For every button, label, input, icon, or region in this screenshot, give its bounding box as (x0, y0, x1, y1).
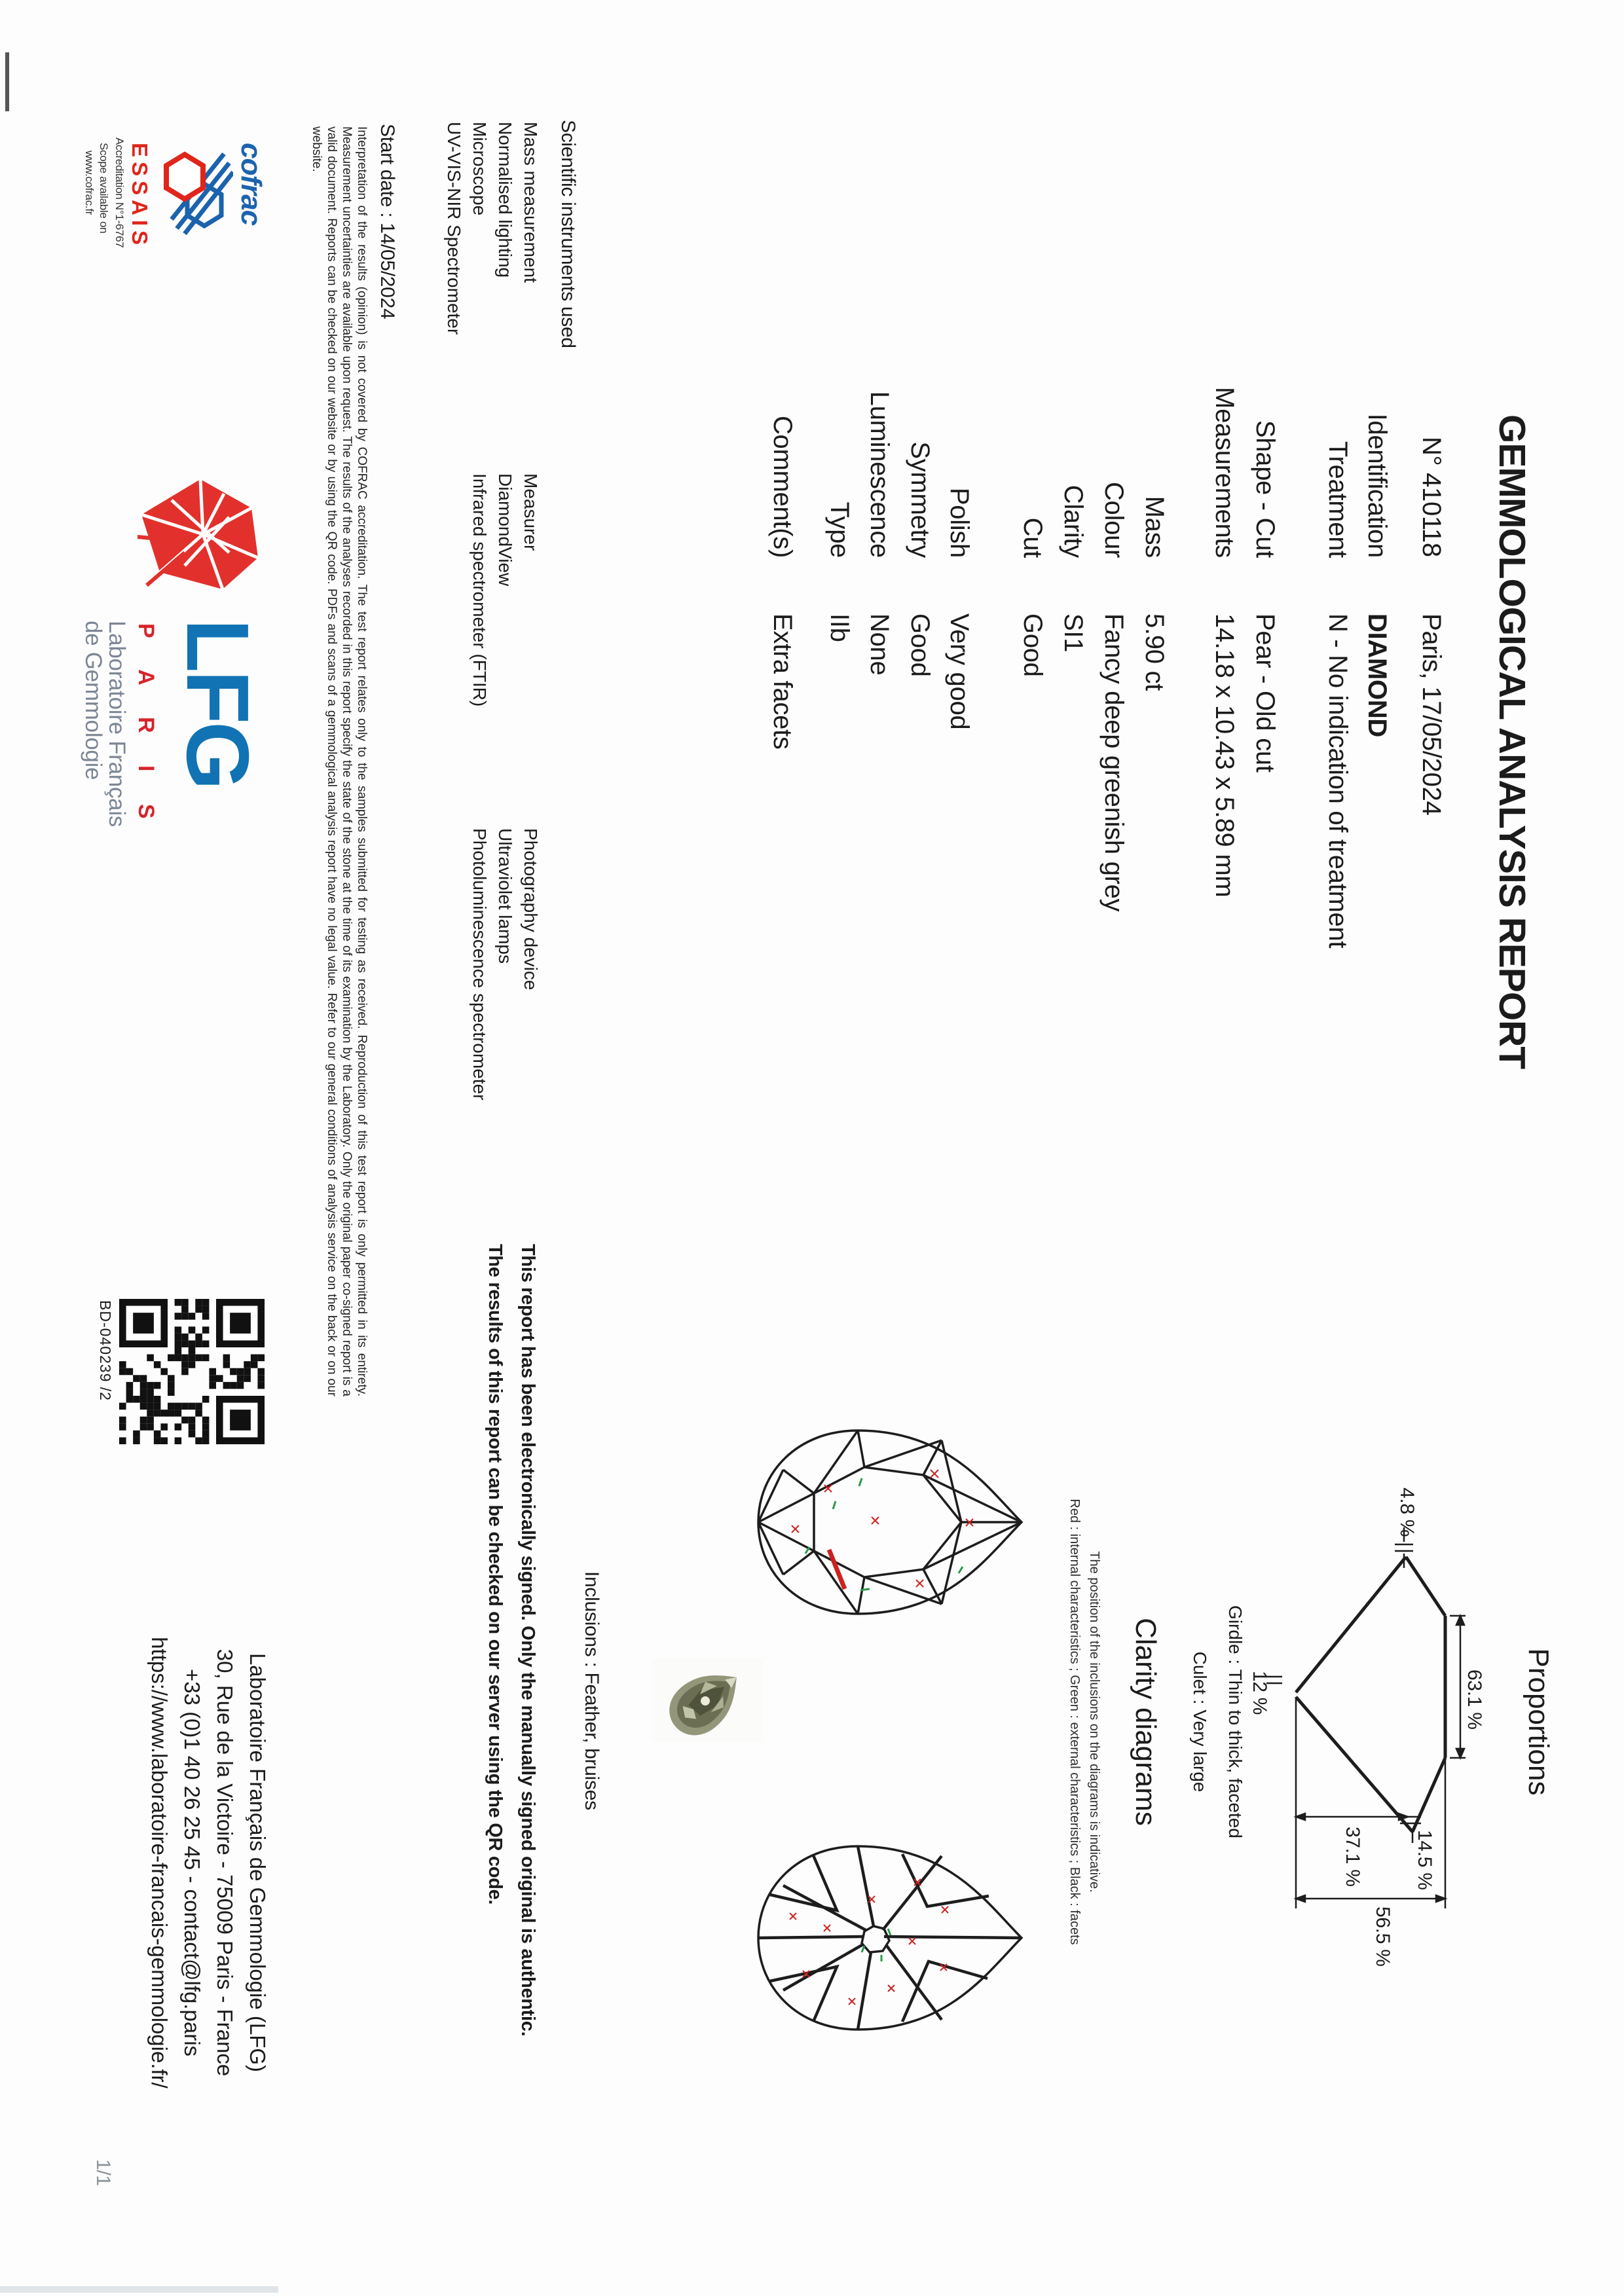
field-value-cut: Good (1018, 613, 1047, 677)
instruments-column-1 (441, 122, 544, 335)
accreditation-url: www.cofrac.fr (83, 151, 96, 215)
field-label-treatment: Treatment (1323, 441, 1352, 558)
qr-code (119, 1299, 265, 1444)
field-value-comments: Extra facets (768, 613, 797, 750)
field-label-luminescence: Luminescence (865, 391, 894, 558)
report-place-date: Paris, 17/05/2024 (1417, 613, 1446, 816)
report-number: N° 410118 (1417, 437, 1446, 557)
address-line-3: +33 (0)1 40 26 25 45 - contact@lfg.paris (180, 1668, 204, 2057)
dimension-lines (1266, 1527, 1466, 1908)
proportions-label-pavilion: 37.1 % (1342, 1827, 1363, 1887)
lfg-diamond-icon (136, 474, 263, 595)
field-label-comments: Comment(s) (768, 415, 797, 558)
field-label-colour: Colour (1099, 481, 1128, 558)
field-label-type: Type (825, 501, 854, 558)
clarity-caption-1: The position of the inclusions on the diagrams is indicative. (1087, 1551, 1101, 1893)
field-value-type: IIb (825, 613, 854, 642)
scan-edge-shadow (0, 2286, 278, 2293)
cofrac-logo-icon (155, 147, 233, 236)
instrument: UV-VIS-NIR Spectrometer (444, 122, 464, 335)
field-label-polish: Polish (945, 487, 974, 558)
address-line-1: Laboratoire Français de Gemmologie (LFG) (246, 1652, 270, 2073)
instrument: DiamondView (495, 473, 515, 587)
proportions-label-girdle: 14.5 % (1414, 1830, 1435, 1890)
instrument: Photoluminescence spectrometer (470, 828, 490, 1101)
instrument: Microscope (470, 122, 490, 216)
cofrac-essais-label: ESSAIS (128, 143, 152, 250)
signature-note-line2: The results of this report can be checked on our server using the QR code. (485, 1244, 506, 1905)
field-value-mass: 5.90 ct (1140, 613, 1169, 691)
diamond-photo (652, 1658, 763, 1742)
field-value-identification: DIAMOND (1363, 613, 1392, 737)
field-label-mass: Mass (1140, 496, 1169, 558)
proportions-label-crown: 4.8 % (1396, 1487, 1418, 1537)
field-value-clarity: SI1 (1059, 613, 1088, 653)
instrument: Mass measurement (521, 122, 541, 283)
profile-outline (1296, 1557, 1445, 1832)
report-title: GEMMOLOGICAL ANALYSIS REPORT (1491, 414, 1533, 1069)
field-label-cut: Cut (1018, 517, 1047, 558)
field-value-treatment: N - No indication of treatment (1323, 613, 1352, 949)
instrument: Normalised lighting (495, 122, 515, 278)
laboratory-address (143, 1633, 274, 2092)
field-label-shape-cut: Shape - Cut (1251, 420, 1280, 558)
field-value-polish: Very good (945, 613, 974, 730)
proportions-diagram (1205, 1476, 1513, 2052)
clarity-title: Clarity diagrams (1130, 1618, 1162, 1826)
accreditation-scope: Scope available on (98, 143, 110, 234)
inclusions-note: Inclusions : Feather, bruises (581, 1571, 602, 1810)
signature-note-line1: This report has been electronically signed. Only the manually signed original is authentic. (517, 1244, 538, 2037)
girdle-description: Girdle : Thin to thick, faceted (1225, 1605, 1246, 1838)
instrument: Ultraviolet lamps (495, 828, 515, 964)
instruments-column-3 (467, 828, 544, 1101)
lfg-logo-subtitle-1: Laboratoire Français (104, 621, 130, 827)
lfg-logo-wordmark: LFG (168, 619, 267, 788)
field-value-symmetry: Good (906, 613, 934, 677)
lfg-logo-subtitle-2: de Gemmologie (81, 621, 106, 780)
accreditation-number: Accreditation N°1-6767 (113, 137, 126, 248)
field-value-shape-cut: Pear - Old cut (1251, 613, 1280, 773)
culet-description: Culet : Very large (1190, 1651, 1210, 1793)
clarity-diagram-crown-view (753, 1417, 1027, 1627)
field-value-luminescence: None (865, 613, 894, 676)
start-date: Start date : 14/05/2024 (377, 124, 398, 319)
instruments-heading: Scientific instruments used (557, 120, 579, 348)
page-number: 1/1 (92, 2159, 114, 2186)
address-line-4: https://www.laboratoire-francais-gemmologie.fr/ (147, 1637, 172, 2088)
instrument: Measurer (521, 473, 541, 551)
proportions-label-total: 56.5 % (1372, 1906, 1393, 1967)
proportions-title: Proportions (1522, 1648, 1555, 1796)
cofrac-logo-wordmark: cofrac (235, 143, 267, 226)
proportions-label-table: 63.1 % (1464, 1669, 1485, 1730)
proportions-label-culet: 12 % (1249, 1671, 1270, 1715)
qr-code-label: BD-040239 /2 (97, 1300, 114, 1401)
clarity-diagram-pavilion-view (753, 1833, 1027, 2043)
instrument: Photography device (521, 828, 541, 991)
field-label-symmetry: Symmetry (906, 441, 934, 558)
clarity-caption-2: Red : internal characteristics ; Green : external characteristics ; Black : facets (1067, 1499, 1082, 1945)
field-label-clarity: Clarity (1059, 484, 1088, 558)
instrument: Infrared spectrometer (FTIR) (470, 473, 490, 707)
instruments-column-2 (467, 473, 544, 706)
lfg-logo-city: P A R I S (134, 623, 158, 832)
disclaimer-text: Interpretation of the results (opinion) is not covered by COFRAC accreditation. The test report relates only to the samples submitted for testing as received. Reproduction of this test report is only permitted in its entirety. Measurement uncertainties are available upon request. The results of the analyses recorded in this report specify the state of the stone at the time of its examination by the Laboratory. Only the original paper co-signed report is a valid document. Reports can be checked on our website or by using the QR code. PDFs and scans of a gemmological analysis report have no legal value. Refer to our general conditions of analysis service on the back or on our website. (310, 126, 369, 1396)
field-label-measurements: Measurements (1210, 387, 1239, 558)
field-label-identification: Identification (1363, 413, 1392, 558)
address-line-2: 30, Rue de la Victoire - 75009 Paris - France (213, 1649, 237, 2077)
field-value-measurements: 14.18 x 10.43 x 5.89 mm (1210, 613, 1239, 898)
field-value-colour: Fancy deep greenish grey (1099, 613, 1128, 912)
scan-edge-mark (5, 52, 9, 111)
